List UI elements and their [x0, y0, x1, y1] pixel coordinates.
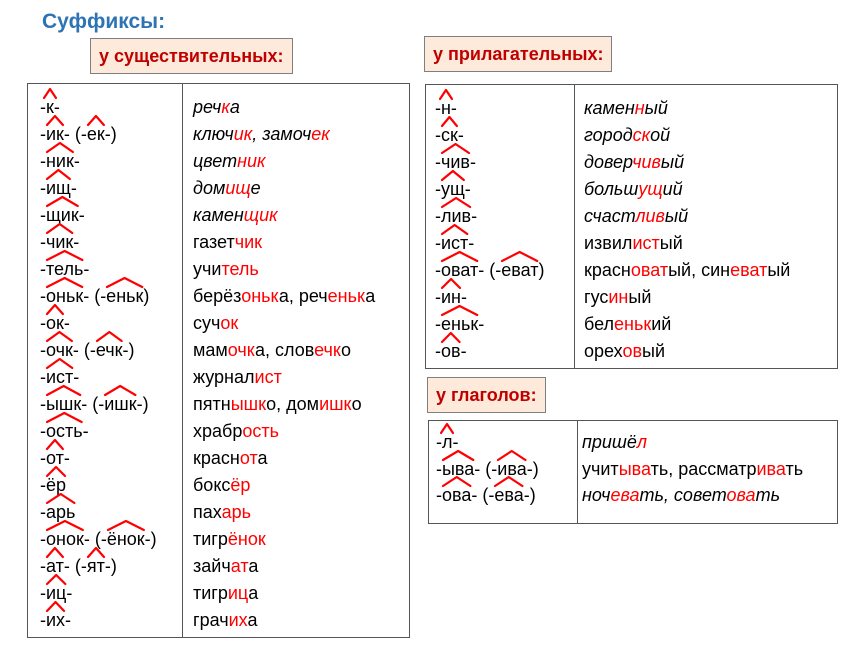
suffix-arc-icon [441, 223, 468, 235]
word-part: а [257, 448, 268, 468]
example-word [193, 123, 330, 145]
suffix-label: -ость- [40, 421, 89, 441]
suffix-label: -от- [40, 448, 70, 468]
word-part: больш [584, 179, 639, 199]
word-part: бел [584, 314, 615, 334]
suffix-highlight: ск [632, 125, 651, 145]
suffix-arc-icon [46, 600, 65, 612]
suffix-highlight: чик [234, 232, 262, 252]
suffix-highlight: ищ [225, 178, 251, 198]
example-word [584, 178, 683, 200]
example-word [582, 431, 647, 453]
suffix-label: -оньк- (-еньк) [40, 286, 150, 306]
example-word [193, 150, 266, 172]
word-part: храбр [193, 421, 243, 441]
suffix-label: -ова- (-ева-) [436, 485, 536, 505]
example-word [584, 124, 670, 146]
word-part: ый [628, 287, 652, 307]
example-word [584, 340, 665, 362]
suffix-arc-icon [46, 411, 83, 423]
table-row [28, 312, 409, 339]
word-part: красн [584, 260, 631, 280]
table-row [28, 258, 409, 285]
suffix-arc-icon [46, 384, 81, 396]
verbs-badge: у глаголов: [427, 377, 546, 413]
table-row [28, 366, 409, 393]
example-word [193, 474, 250, 496]
table-row [426, 286, 837, 313]
table-row [28, 123, 409, 150]
word-part: а, слов [255, 340, 315, 360]
suffix-label: -ат- (-ят-) [40, 556, 117, 576]
word-part: ый, син [668, 260, 731, 280]
word-part: реч [193, 97, 222, 117]
word-part: пятн [193, 394, 231, 414]
suffix-highlight: ущ [638, 179, 663, 199]
suffix-arc-icon [46, 249, 83, 261]
suffix-highlight: ость [242, 421, 279, 441]
table-row [28, 393, 409, 420]
example-word [193, 204, 278, 226]
example-word [582, 458, 803, 480]
suffix-label: -арь [40, 502, 76, 522]
suffix-arc-icon [87, 546, 105, 558]
example-word [193, 339, 351, 361]
suffix-label: -ущ- [435, 179, 471, 199]
word-part: ноч [582, 485, 611, 505]
table-row [28, 447, 409, 474]
table-row [28, 285, 409, 312]
suffix-arc-icon [46, 330, 73, 342]
example-word [193, 609, 257, 631]
suffix-label: -иц- [40, 583, 73, 603]
example-word [193, 177, 261, 199]
word-part: город [584, 125, 633, 145]
suffix-arc-icon [441, 142, 470, 154]
suffix-arc-icon [501, 250, 538, 262]
word-part: пах [193, 502, 222, 522]
page-title: Суффиксы: [42, 10, 166, 33]
word-part: о, дом [266, 394, 320, 414]
suffix-label: -ыва- (-ива-) [436, 458, 539, 479]
suffix-highlight: л [636, 432, 648, 452]
table-row [426, 259, 837, 286]
table-row [426, 178, 837, 205]
suffix-arc-icon [46, 222, 73, 234]
suffix-highlight: иц [227, 583, 249, 603]
word-part: тигр [193, 583, 228, 603]
suffix-highlight: их [228, 610, 248, 630]
table-row [28, 150, 409, 177]
suffix-highlight: ник [237, 151, 266, 171]
suffix-label: -ин- [435, 287, 467, 307]
word-part: ой [650, 125, 671, 145]
suffix-arc-icon [439, 88, 453, 100]
example-word [193, 393, 362, 415]
suffix-arc-icon [440, 422, 454, 434]
table-row [426, 151, 837, 178]
example-word [584, 286, 651, 308]
nouns-table [27, 83, 410, 638]
word-part: тигр [193, 529, 228, 549]
suffix-highlight: ыва [618, 458, 651, 479]
suffix-highlight: н [634, 98, 645, 118]
table-row [28, 501, 409, 528]
word-part: камен [193, 205, 244, 225]
suffix-label: -ист- [435, 233, 475, 253]
adjectives-table [425, 84, 838, 369]
example-word [582, 484, 780, 506]
suffix-arc-icon [441, 169, 465, 181]
example-word [193, 528, 266, 550]
suffix-label: -ист- [40, 367, 80, 387]
suffix-arc-icon [494, 475, 523, 487]
suffix-highlight: оват [630, 260, 669, 280]
word-part: бокс [193, 475, 231, 495]
example-word [584, 232, 683, 254]
table-row [28, 528, 409, 555]
suffix-highlight: ечк [314, 340, 341, 360]
example-word [193, 501, 251, 523]
example-word [584, 151, 684, 173]
suffix-label: -их- [40, 610, 72, 630]
table-row [28, 582, 409, 609]
suffix-highlight: ева [610, 485, 640, 505]
suffix-highlight: щик [243, 205, 278, 225]
example-word [584, 259, 790, 281]
suffix-label: -щик- [40, 205, 85, 225]
word-part: ть, совет [639, 485, 727, 505]
suffix-arc-icon [46, 546, 64, 558]
example-word [193, 366, 282, 388]
suffix-arc-icon [441, 304, 478, 316]
table-row [28, 204, 409, 231]
suffix-highlight: арь [221, 502, 251, 522]
example-word [193, 96, 240, 118]
word-part: а [247, 610, 258, 630]
example-word [584, 313, 671, 335]
word-part: , замоч [252, 124, 312, 144]
word-part: ый [664, 206, 689, 226]
example-word [584, 205, 688, 227]
suffix-arc-icon [46, 573, 66, 585]
word-part: учи [193, 259, 222, 279]
suffix-arc-icon [441, 196, 471, 208]
suffix-label: -ышк- (-ишк-) [40, 394, 149, 414]
table-row [28, 555, 409, 582]
table-row [429, 458, 837, 485]
suffix-arc-icon [46, 357, 73, 369]
word-part: а, реч [278, 286, 328, 306]
word-part: мам [193, 340, 228, 360]
suffix-arc-icon [96, 330, 123, 342]
example-word [193, 231, 262, 253]
adjectives-badge: у прилагательных: [424, 36, 612, 72]
table-row [426, 232, 837, 259]
suffix-arc-icon [441, 250, 478, 262]
word-part: газет [193, 232, 235, 252]
suffix-highlight: оньк [241, 286, 279, 306]
word-part: гус [584, 287, 609, 307]
suffix-highlight: ова [726, 485, 756, 505]
table-row [426, 340, 837, 367]
word-part: довер [584, 152, 633, 172]
word-part: ть [785, 458, 804, 479]
example-word [193, 420, 279, 442]
suffix-label: -ик- (-ек-) [40, 124, 117, 144]
suffix-highlight: к [221, 97, 230, 117]
word-part: а [365, 286, 376, 306]
suffix-highlight: ышк [230, 394, 267, 414]
word-part: ть, рассматр [650, 458, 757, 479]
word-part: грач [193, 610, 229, 630]
suffix-highlight: тель [221, 259, 259, 279]
word-part: дом [193, 178, 226, 198]
suffix-highlight: еньк [614, 314, 652, 334]
word-part: журнал [193, 367, 255, 387]
suffix-label: -тель- [40, 259, 90, 279]
table-row [426, 97, 837, 124]
suffix-arc-icon [441, 115, 458, 127]
example-word [193, 447, 268, 469]
word-part: орех [584, 341, 623, 361]
suffix-arc-icon [107, 519, 145, 531]
suffix-highlight: ива [756, 458, 786, 479]
suffix-arc-icon [46, 519, 84, 531]
suffix-label: -очк- (-ечк-) [40, 340, 135, 360]
word-part: ый [660, 152, 685, 172]
table-row [429, 431, 837, 458]
word-part: камен [584, 98, 635, 118]
word-part: ый [642, 341, 666, 361]
word-part: суч [193, 313, 221, 333]
suffix-highlight: ов [622, 341, 643, 361]
word-part: учит [582, 458, 619, 479]
suffix-highlight: от [239, 448, 258, 468]
suffix-highlight: еньк [327, 286, 366, 306]
suffix-highlight: чив [632, 152, 661, 172]
table-row [28, 609, 409, 636]
word-part: ый [659, 233, 683, 253]
suffix-arc-icon [442, 475, 471, 487]
word-part: счаст [584, 206, 636, 226]
suffix-highlight: ик [233, 124, 253, 144]
suffix-highlight: ист [632, 233, 660, 253]
word-part: а [248, 556, 259, 576]
table-row [426, 124, 837, 151]
nouns-badge: у существительных: [90, 38, 293, 74]
suffix-arc-icon [46, 168, 71, 180]
table-row [28, 231, 409, 258]
suffix-label: -ищ- [40, 178, 77, 198]
suffix-arc-icon [106, 276, 143, 288]
suffix-arc-icon [441, 277, 461, 289]
suffix-arc-icon [46, 276, 83, 288]
suffix-label: -чик- [40, 232, 80, 252]
suffix-arc-icon [442, 449, 474, 461]
word-part: о [341, 340, 352, 360]
word-part: ый [767, 260, 791, 280]
word-part: красн [193, 448, 240, 468]
suffix-highlight: еват [730, 260, 768, 280]
suffix-arc-icon [104, 384, 136, 396]
suffix-label: -чив- [435, 152, 476, 172]
suffix-arc-icon [46, 492, 75, 504]
word-part: цвет [193, 151, 238, 171]
word-part: извил [584, 233, 633, 253]
word-part: е [250, 178, 261, 198]
suffix-label: -онок- (-ёнок-) [40, 529, 157, 549]
word-part: берёз [193, 286, 242, 306]
table-row [28, 177, 409, 204]
suffix-arc-icon [43, 87, 57, 99]
suffix-arc-icon [497, 449, 526, 461]
suffix-label: -ок- [40, 313, 70, 333]
table-row [28, 420, 409, 447]
suffix-label: -еньк- [435, 314, 485, 334]
suffix-arc-icon [46, 141, 74, 153]
suffix-arc-icon [46, 303, 64, 315]
verbs-table [428, 420, 838, 524]
word-part: ключ [193, 124, 234, 144]
table-row [429, 484, 837, 511]
suffix-highlight: ек [311, 124, 330, 144]
suffix-label: -ник- [40, 151, 80, 171]
suffix-label: -к- [40, 97, 60, 117]
table-row [28, 96, 409, 123]
suffix-highlight: ёр [230, 475, 251, 495]
example-word [193, 312, 238, 334]
example-word [584, 97, 668, 119]
word-part: а [229, 97, 240, 117]
suffix-highlight: ок [220, 313, 239, 333]
suffix-arc-icon [46, 438, 64, 450]
example-word [193, 582, 258, 604]
suffix-highlight: ат [230, 556, 249, 576]
suffix-arc-icon [46, 465, 66, 477]
example-word [193, 258, 259, 280]
suffix-highlight: лив [635, 206, 665, 226]
word-part: ый [644, 98, 668, 118]
suffix-highlight: ин [608, 287, 629, 307]
word-part: ий [662, 179, 683, 199]
table-row [426, 205, 837, 232]
suffix-label: -ск- [435, 125, 464, 145]
word-part: зайч [193, 556, 231, 576]
word-part: ий [651, 314, 672, 334]
suffix-highlight: ёнок [227, 529, 266, 549]
word-part: а [248, 583, 259, 603]
word-part: ть [755, 485, 781, 505]
suffix-label: -оват- (-еват) [435, 260, 545, 280]
suffix-arc-icon [87, 114, 105, 126]
table-row [28, 474, 409, 501]
suffix-label: -лив- [435, 206, 478, 226]
suffix-label: -н- [435, 98, 457, 118]
suffix-label: -ёр [40, 475, 67, 495]
example-word [193, 285, 375, 307]
suffix-highlight: ист [254, 367, 282, 387]
suffix-highlight: очк [227, 340, 256, 360]
table-row [28, 339, 409, 366]
table-row [426, 313, 837, 340]
suffix-arc-icon [441, 331, 461, 343]
suffix-label: -ов- [435, 341, 467, 361]
word-part: пришё [582, 432, 637, 452]
suffix-label: -л- [436, 432, 459, 452]
example-word [193, 555, 258, 577]
suffix-highlight: ишк [319, 394, 352, 414]
suffix-arc-icon [46, 195, 79, 207]
word-part: о [351, 394, 362, 414]
suffix-arc-icon [46, 114, 64, 126]
